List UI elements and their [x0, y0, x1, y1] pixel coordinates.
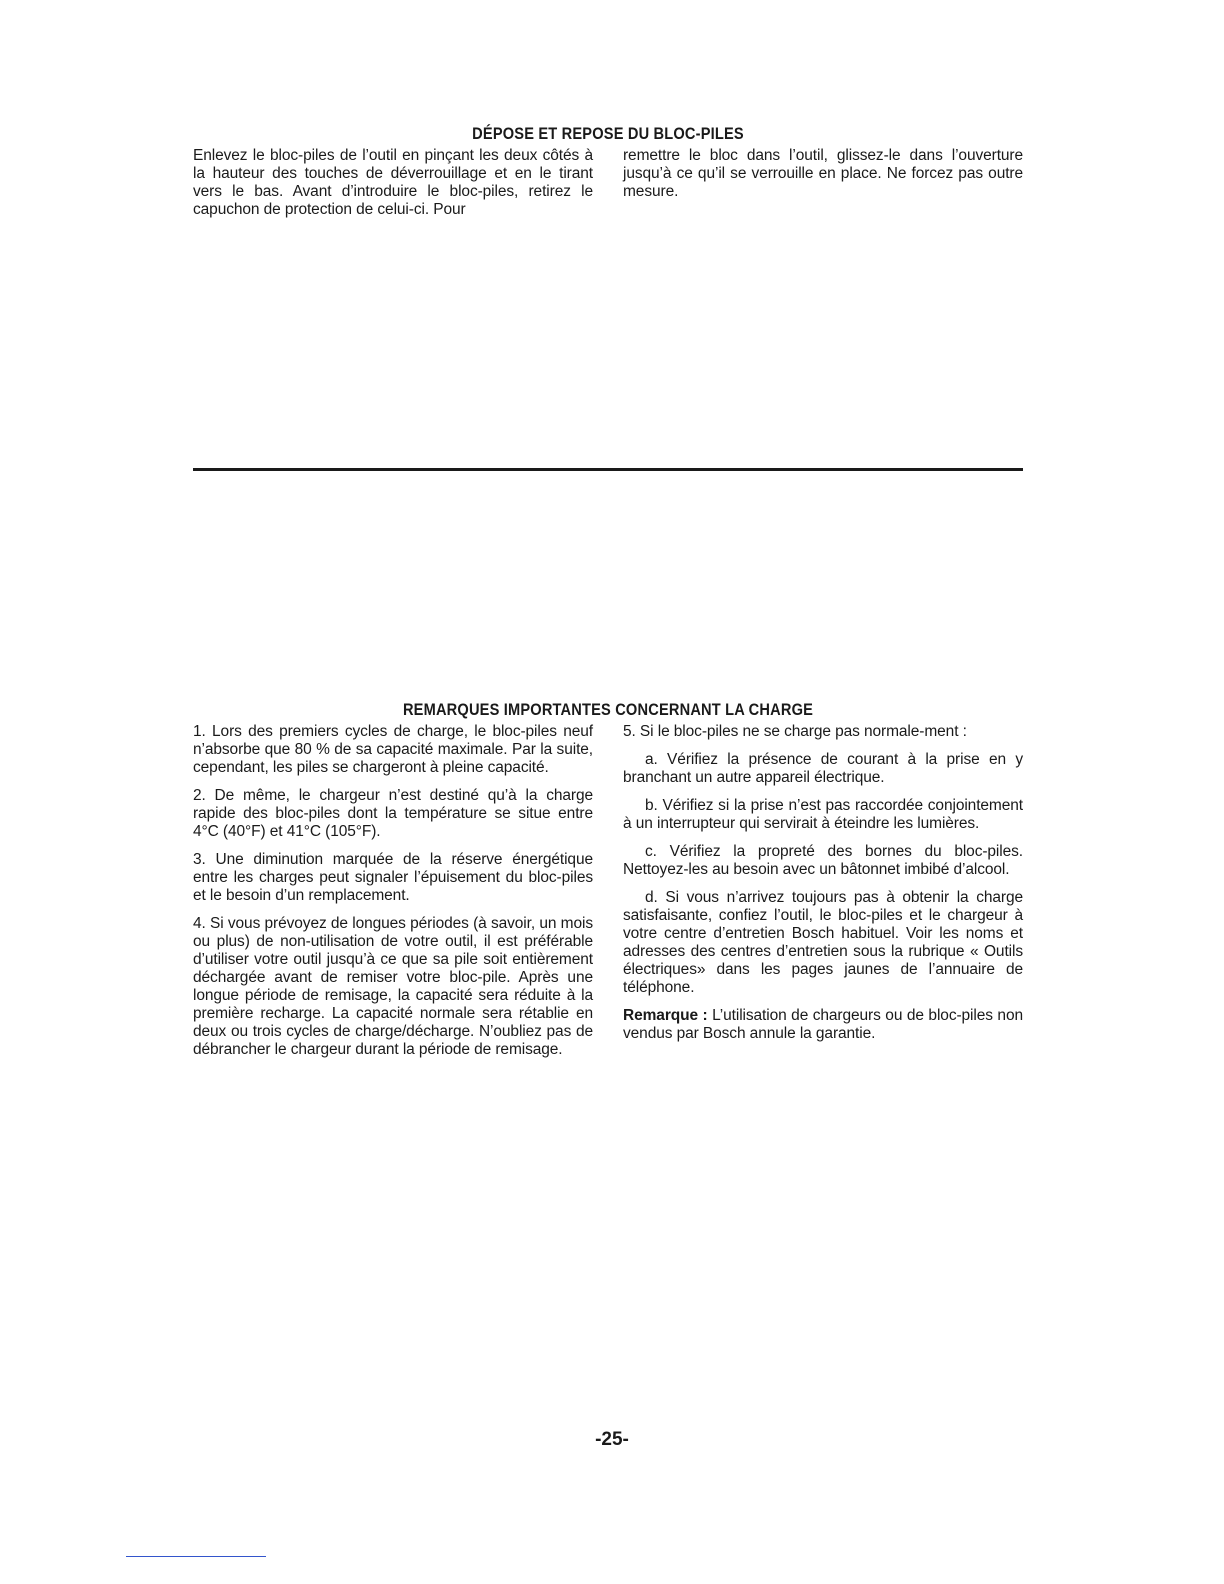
sub-item: c. Vérifiez la propreté des bornes du bloc-piles. Nettoyez-les au besoin avec un bâtonnet imbibé d’alcool.: [623, 843, 1023, 878]
list-item: 2. De même, le chargeur n’est destiné qu’à la charge rapide des bloc-piles dont la température se situe entre 4°C (40°F) et 41°C (105°F).: [193, 787, 593, 840]
section-title-charging-notes: REMARQUES IMPORTANTES CONCERNANT LA CHARGE: [402, 700, 814, 719]
horizontal-divider: [193, 468, 1023, 471]
right-column: [623, 723, 1023, 1069]
list-item: 4. Si vous prévoyez de longues périodes (à savoir, un mois ou plus) de non-utilisation de votre outil, il est préférable d’utiliser votre outil jusqu’à ce que sa pile soit entièrement déchargée avant de remiser votre bloc-pile. Après une longue période de remisage, la capacité sera réduite à la première recharge. La capacité normale sera rétablie en deux ou trois cycles de charge/décharge. N’oubliez pas de débrancher le chargeur durant la période de remisage.: [193, 915, 593, 1058]
section-title-battery-removal: DÉPOSE ET REPOSE DU BLOC-PILES: [472, 124, 744, 143]
note-paragraph: [623, 1007, 1023, 1043]
page-number: -25-: [595, 1429, 629, 1450]
section-charging-notes: [193, 700, 1023, 1069]
left-column: [193, 147, 593, 229]
list-item: 1. Lors des premiers cycles de charge, le bloc-piles neuf n’absorbe que 80 % de sa capacité maximale. Par la suite, cependant, les piles se chargeront à pleine capacité.: [193, 723, 593, 776]
paragraph: Enlevez le bloc-piles de l’outil en pinçant les deux côtés à la hauteur des touches de déverrouillage et en le tirant vers le bas. Avant d’introduire le bloc-piles, retirez le capuchon de protection de celui-ci. Pour: [193, 147, 593, 218]
two-column-body: [193, 723, 1023, 1069]
left-column: [193, 723, 593, 1069]
note-label: Remarque :: [623, 1007, 708, 1024]
paragraph: remettre le bloc dans l’outil, glissez-le dans l’ouverture jusqu’à ce qu’il se verrouille en place. Ne forcez pas outre mesure.: [623, 147, 1023, 200]
sub-item: a. Vérifiez la présence de courant à la prise en y branchant un autre appareil électrique.: [623, 751, 1023, 786]
right-column: [623, 147, 1023, 229]
note-text: L’utilisation de chargeurs ou de bloc-piles non vendus par Bosch annule la garantie.: [623, 1007, 1023, 1042]
footer-rule: [126, 1556, 266, 1557]
two-column-body: [193, 147, 1023, 229]
sub-item: d. Si vous n’arrivez toujours pas à obtenir la charge satisfaisante, confiez l’outil, le bloc-piles et le chargeur à votre centre d’entretien Bosch habituel. Voir les noms et adresses des centres d’entretien sous la rubrique « Outils électriques» dans les pages jaunes de l’annuaire de téléphone.: [623, 889, 1023, 996]
list-item: 5. Si le bloc-piles ne se charge pas normale-ment :: [623, 723, 967, 740]
list-item: 3. Une diminution marquée de la réserve énergétique entre les charges peut signaler l’épuisement du bloc-piles et le besoin d’un remplacement.: [193, 851, 593, 904]
sub-item: b. Vérifiez si la prise n’est pas raccordée conjointement à un interrupteur qui servirait à éteindre les lumières.: [623, 797, 1023, 832]
section-battery-removal: [193, 124, 1023, 229]
